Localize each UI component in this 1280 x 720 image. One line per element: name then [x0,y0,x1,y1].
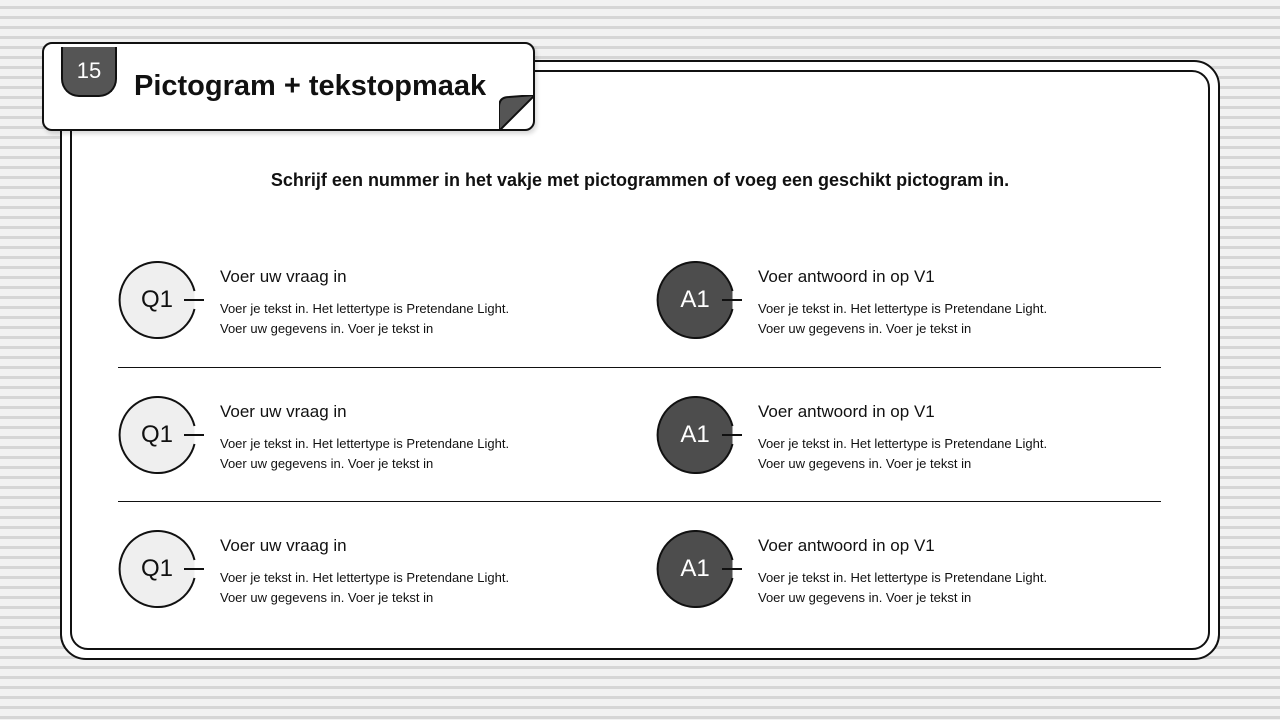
pictogram-label: A1 [680,421,710,448]
pictogram-circle [118,530,196,608]
instruction-text: Schrijf een nummer in het vakje met pictogrammen of voeg een geschikt pictogram in. [270,170,1010,190]
pictogram-circle [656,530,734,608]
body-line: Voer je tekst in. Het lettertype is Pretendane Light. [758,436,1048,451]
body-line: Voer uw gegevens in. Voer je tekst in [758,590,972,605]
body-line: Voer uw gegevens in. Voer je tekst in [220,590,434,605]
title-tab [42,42,535,131]
item-title: Voer uw vraag in [220,267,347,286]
qa-row [118,530,1161,630]
body-line: Voer je tekst in. Het lettertype is Pretendane Light. [220,570,510,585]
body-line: Voer je tekst in. Het lettertype is Pretendane Light. [220,436,510,451]
pictogram-label: Q1 [140,421,173,448]
row-divider [118,367,1161,368]
body-line: Voer je tekst in. Het lettertype is Pretendane Light. [758,570,1048,585]
question-item [118,530,638,610]
pictogram-label: A1 [680,555,710,582]
item-body [758,299,1047,339]
pictogram-circle [656,396,734,474]
item-title: Voer antwoord in op V1 [758,402,935,421]
slide-number-badge: 15 [61,47,117,97]
pictogram-circle [656,261,734,339]
answer-item [656,261,1176,341]
body-line: Voer uw gegevens in. Voer je tekst in [220,321,434,336]
item-body [220,568,509,608]
pictogram-circle [118,396,196,474]
pictogram-label: Q1 [140,286,173,313]
body-line: Voer je tekst in. Het lettertype is Pretendane Light. [758,301,1048,316]
question-item [118,396,638,476]
item-title: Voer antwoord in op V1 [758,536,935,555]
folded-corner-icon [499,95,535,131]
item-body [758,434,1047,474]
row-divider [118,501,1161,502]
qa-row [118,396,1161,496]
body-line: Voer uw gegevens in. Voer je tekst in [758,456,972,471]
item-title: Voer uw vraag in [220,402,347,421]
body-line: Voer je tekst in. Het lettertype is Pretendane Light. [220,301,510,316]
pictogram-label: Q1 [140,555,173,582]
body-line: Voer uw gegevens in. Voer je tekst in [758,321,972,336]
answer-item [656,530,1176,610]
pictogram-circle [118,261,196,339]
item-body [758,568,1047,608]
item-body [220,434,509,474]
body-line: Voer uw gegevens in. Voer je tekst in [220,456,434,471]
qa-row [118,261,1161,361]
pictogram-label: A1 [680,286,710,313]
answer-item [656,396,1176,476]
item-title: Voer uw vraag in [220,536,347,555]
page-title: Pictogram + tekstopmaak [134,70,487,102]
item-title: Voer antwoord in op V1 [758,267,935,286]
item-body [220,299,509,339]
question-item [118,261,638,341]
